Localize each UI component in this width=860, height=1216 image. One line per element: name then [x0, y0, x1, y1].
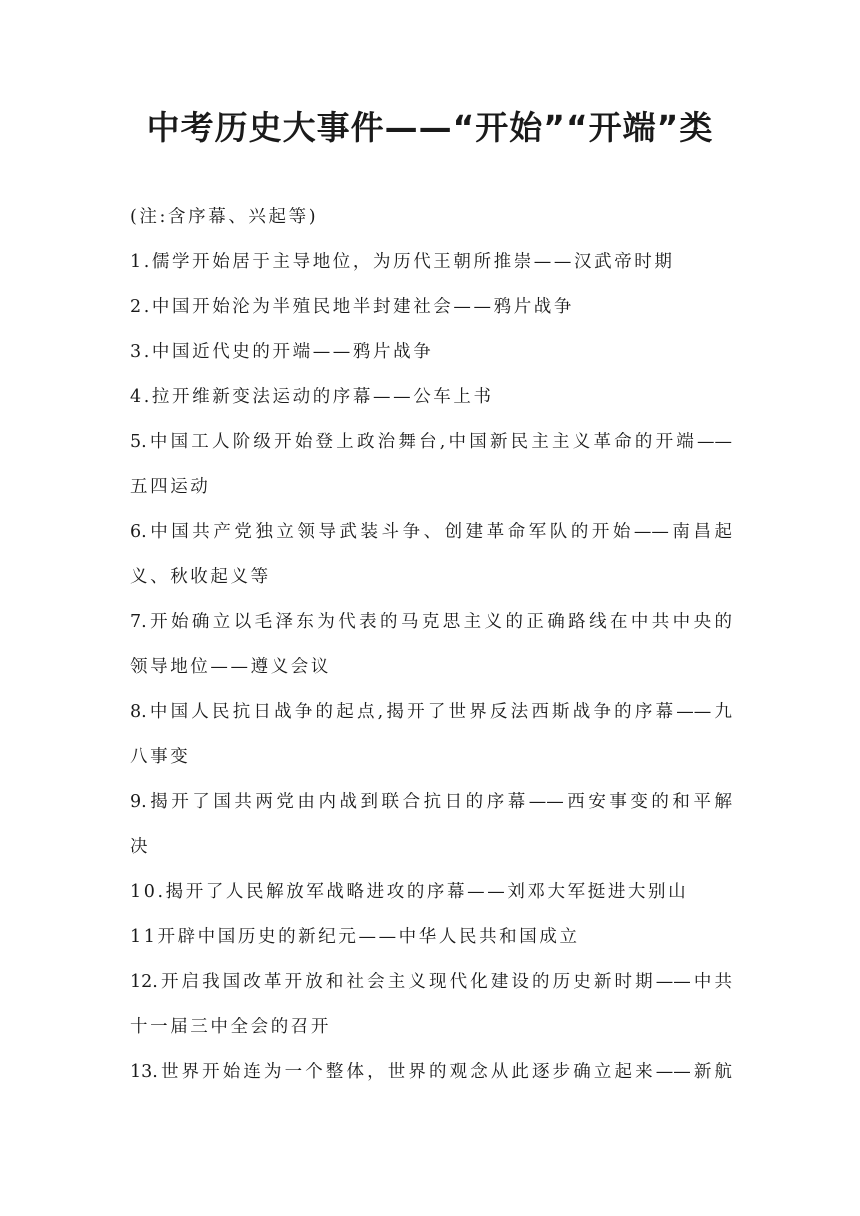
text-line: 10.揭开了人民解放军战略进攻的序幕——刘邓大军挺进大别山: [130, 882, 689, 902]
text-line: 9.揭开了国共两党由内战到联合抗日的序幕——西安事变的和平解: [130, 792, 732, 812]
text-line: 义、秋收起义等: [130, 567, 271, 587]
text-line: 7.开始确立以毛泽东为代表的马克思主义的正确路线在中共中央的: [130, 612, 732, 632]
page-title: 中考历史大事件——“开始”“开端”类: [146, 108, 714, 147]
text-line: 领导地位——遵义会议: [130, 657, 331, 677]
text-line: 8.中国人民抗日战争的起点,揭开了世界反法西斯战争的序幕——九: [130, 702, 732, 722]
text-line: 1.儒学开始居于主导地位，为历代王朝所推崇——汉武帝时期: [130, 252, 675, 272]
text-line: 五四运动: [130, 477, 211, 497]
text-line: 5.中国工人阶级开始登上政治舞台,中国新民主主义革命的开端——: [130, 432, 732, 452]
note-line: (注:含序幕、兴起等): [130, 207, 319, 227]
text-line: 2.中国开始沦为半殖民地半封建社会——鸦片战争: [130, 297, 574, 317]
text-line: 12.开启我国改革开放和社会主义现代化建设的历史新时期——中共: [130, 972, 732, 992]
text-line: 4.拉开维新变法运动的序幕——公车上书: [130, 387, 494, 407]
text-line: 八事变: [130, 747, 191, 767]
text-line: 6.中国共产党独立领导武装斗争、创建革命军队的开始——南昌起: [130, 522, 732, 542]
text-line: 决: [130, 837, 151, 857]
text-line: 11开辟中国历史的新纪元——中华人民共和国成立: [130, 927, 580, 947]
text-line: 3.中国近代史的开端——鸦片战争: [130, 342, 434, 362]
document-body: [130, 195, 732, 1095]
text-line: 13.世界开始连为一个整体，世界的观念从此逐步确立起来——新航: [130, 1062, 732, 1082]
text-line: 十一届三中全会的召开: [130, 1017, 331, 1037]
